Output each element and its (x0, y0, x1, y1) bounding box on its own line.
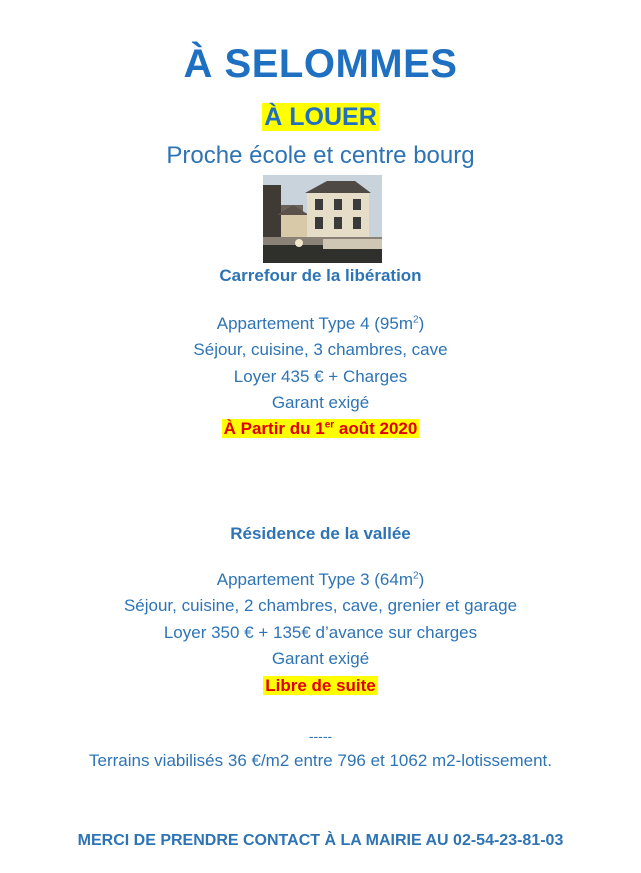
listing1-availability-sup: er (324, 419, 335, 431)
listing1-availability-highlight (222, 419, 420, 438)
listing1-type-prefix: Appartement Type 4 (95m (216, 314, 413, 333)
rent-status-label: À LOUER (264, 103, 377, 131)
listing2-type-prefix: Appartement Type 3 (64m (216, 570, 413, 589)
listing2-type (0, 570, 641, 590)
listing1-rent: Loyer 435 € + Charges (233, 367, 408, 386)
separator: ----- (308, 728, 333, 744)
building-photo-image (263, 175, 382, 263)
listing2-address: Résidence de la vallée (230, 524, 411, 543)
listing2-type-suffix: ) (418, 570, 425, 589)
listing1-type-suffix: ) (418, 314, 425, 333)
listing2-rent: Loyer 350 € + 135€ d’avance sur charges (163, 623, 478, 642)
listing1-rooms: Séjour, cuisine, 3 chambres, cave (193, 340, 448, 359)
listing1-type (0, 314, 641, 334)
page-title: À SELOMMES (183, 42, 458, 86)
listing1-availability-suffix: août 2020 (334, 419, 418, 438)
listing2-guarantor: Garant exigé (271, 649, 370, 668)
listing2-type-sup: 2 (413, 570, 419, 582)
listing1-address: Carrefour de la libération (219, 266, 422, 285)
rent-status (0, 103, 641, 132)
listing1-type-sup: 2 (413, 314, 419, 326)
listing2-rooms: Séjour, cuisine, 2 chambres, cave, grenier et garage (123, 596, 518, 615)
listing2-availability (0, 676, 641, 696)
building-photo (263, 175, 382, 263)
location-description: Proche école et centre bourg (166, 142, 475, 169)
listing1-availability-prefix: À Partir du 1 (223, 419, 325, 438)
land-info: Terrains viabilisés 36 €/m2 entre 796 et 1062 m2-lotissement. (88, 751, 552, 770)
contact-info: MERCI DE PRENDRE CONTACT À LA MAIRIE AU 02-54-23-81-03 (77, 832, 564, 849)
listing1-availability (0, 419, 641, 439)
listing1-guarantor: Garant exigé (271, 393, 370, 412)
listing2-availability-label: Libre de suite (265, 676, 376, 695)
